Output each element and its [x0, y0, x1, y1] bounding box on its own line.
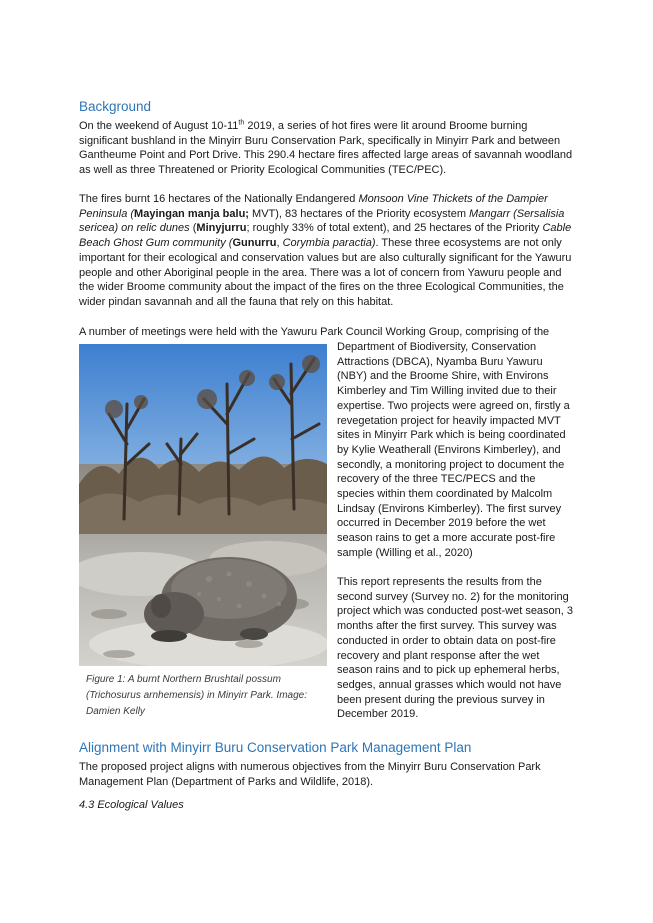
- photo-illustration: [79, 344, 327, 666]
- figure-caption: Figure 1: A burnt Northern Brushtail possum (Trichosurus arnhemensis) in Minyirr Park. Image: Damien Kelly: [86, 674, 307, 717]
- burnt-possum-photo: [79, 344, 327, 666]
- background-paragraph-1: On the weekend of August 10-11th 2019, a series of hot fires were lit around Broome burning significant bushland in the Minyirr Buru Conservation Park, specifically in Minyirr Park and between Gantheume Point and Port Drive. This 290.4 hectare fires affected large areas of savannah woodland as well as three Threatened or Priority Ecological Communities (TEC/PEC).: [79, 119, 573, 177]
- background-paragraph-2: The fires burnt 16 hectares of the Nationally Endangered Monsoon Vine Thickets of the Dampier Peninsula (Mayingan manja balu; MVT), 83 hectares of the Priority ecosystem Mangarr (Sersalisia sericea) on relic dunes (Minyjurru; roughly 33% of total extent), and 25 hectares of the Priority Cable Beach Ghost Gum community (Gunurru, Corymbia paractia). These three ecosystems are not only important for their ecological and conservation values but are also culturally significant for the Yawuru people and other Aboriginal people in the area. There was a lot of concern from Yawuru people and the wider Broome community about the impact of the fires on the three Ecological Communities, the wider pindan savannah and all the fauna that rely on this habitat.: [79, 193, 572, 308]
- alignment-paragraph-1: The proposed project aligns with numerous objectives from the Minyirr Buru Conservation Park Management Plan (Department of Parks and Wildlife, 2018).: [79, 761, 541, 788]
- alignment-heading: Alignment with Minyirr Buru Conservation Park Management Plan: [79, 740, 472, 755]
- background-heading: Background: [79, 99, 152, 114]
- background-paragraph-4: This report represents the results from the second survey (Survey no. 2) for the monitoring project which was conducted post-wet season, 3 months after the first survey. This survey was conducted in order to obtain data on post-fire recovery and plant response after the wet season rains and to pick up ephemeral herbs, sedges, annual grasses which would not have been present during the previous survey in December 2019.: [337, 576, 574, 721]
- background-paragraph-3-lead: A number of meetings were held with the Yawuru Park Council Working Group, comprising of the: [79, 326, 550, 338]
- background-paragraph-3-continued: Department of Biodiversity, Conservation Attractions (DBCA), Nyamba Buru Yawuru (NBY) and the Broome Shire, with Environs Kimberley and Tim Willing invited due to their expertise. Two projects were agreed on, firstly a revegetation project for heavily impacted MVT sites in Minyirr Park which is being coordinated by Kylie Weatherall (Environs Kimberley), and secondly, a monitoring project to document the recovery of the three TEC/PECS and the species within them coordinated by Malcolm Lindsay (Environs Kimberley). The first survey occurred in December 2019 before the wet season rains to get a more accurate post-fire sample (Willing et al., 2020): [337, 341, 570, 559]
- ecological-values-subheading: 4.3 Ecological Values: [79, 799, 184, 811]
